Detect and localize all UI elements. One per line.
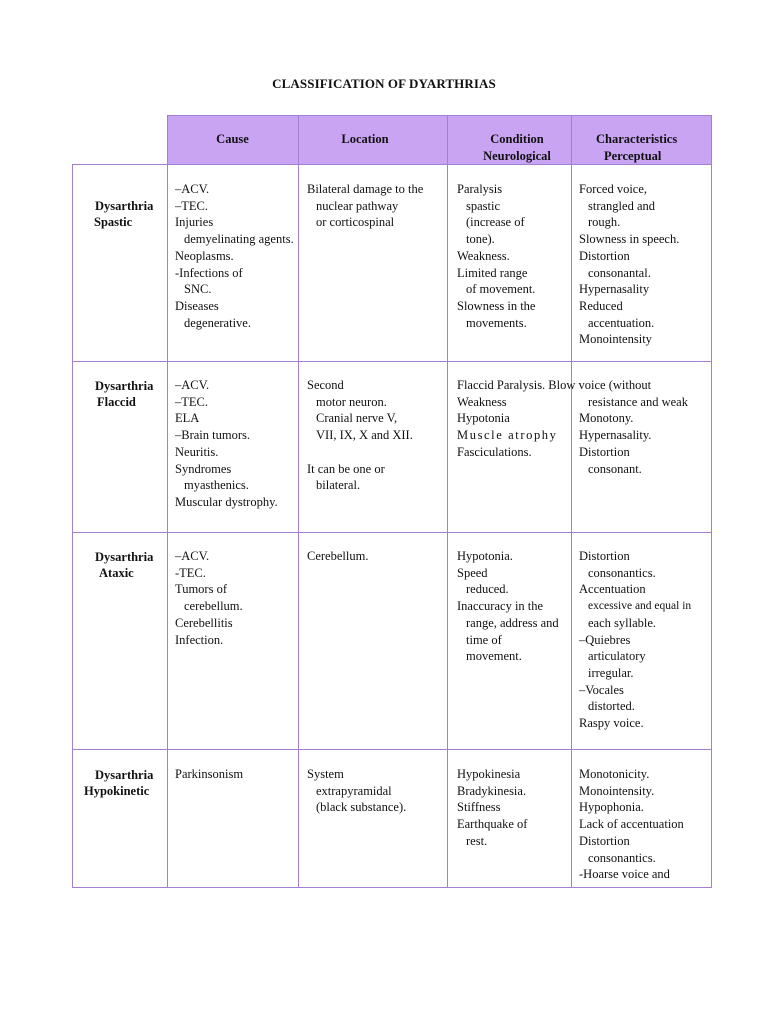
cell-line: degenerative. <box>184 315 251 330</box>
cell-line: Bilateral damage to the <box>307 182 424 196</box>
cell-line: Raspy voice. <box>579 716 644 731</box>
header-cause: Cause <box>216 132 249 146</box>
cell-line: Injuries <box>175 215 214 230</box>
cell-line: ELA <box>175 411 200 426</box>
cell-line: Speed <box>457 565 488 580</box>
cell-line: distorted. <box>588 699 635 714</box>
cell-line: SNC. <box>184 282 212 297</box>
cell-line: Distortion <box>579 833 630 848</box>
cell-line: -Hoarse voice and <box>579 867 670 882</box>
cell-line: Inaccuracy in the <box>457 599 544 614</box>
cell-line: Weakness <box>457 394 507 409</box>
cell-line: Monotony. <box>579 411 634 426</box>
cell-line: Forced voice, <box>579 182 648 196</box>
cell-line: Hypokinesia <box>457 767 521 781</box>
cell-line: –TEC. <box>175 198 208 213</box>
row-label: Dysarthria <box>95 550 154 564</box>
row-label: Dysarthria <box>95 379 154 393</box>
cell-cause <box>175 548 243 648</box>
cell-line: Monointensity <box>579 332 652 347</box>
cell-line: Monotonicity. <box>579 767 650 781</box>
cell-line: or corticospinal <box>316 215 395 230</box>
cell-line: bilateral. <box>316 478 361 493</box>
cell-line: irregular. <box>588 665 634 680</box>
header-characteristics <box>596 131 696 165</box>
row-label: Hypokinetic <box>84 784 150 798</box>
cell-condition <box>457 181 535 331</box>
cell-line: –ACV. <box>175 549 210 563</box>
cell-line: Parkinsonism <box>175 767 244 781</box>
cell-line: Cranial nerve V, <box>316 411 398 426</box>
cell-cause <box>175 377 278 511</box>
cell-line: Cerebellum. <box>307 549 369 563</box>
cell-line: consonantics. <box>588 850 656 865</box>
cell-line: time of <box>466 632 502 647</box>
cell-line: -TEC. <box>175 565 206 580</box>
cell-line: rough. <box>588 215 621 230</box>
cell-line: nuclear pathway <box>316 198 399 213</box>
cell-line: Hypophonia. <box>579 800 644 815</box>
cell-line: articulatory <box>588 649 646 664</box>
cell-line: Distortion <box>579 248 630 263</box>
cell-line: extrapyramidal <box>316 783 392 798</box>
cell-line: Flaccid Paralysis. Blow voice (without <box>457 378 652 392</box>
cell-line: Cerebellitis <box>175 615 233 630</box>
cell-line: Neoplasms. <box>175 248 234 263</box>
cell-line: –ACV. <box>175 182 210 196</box>
cell-characteristics <box>579 377 688 477</box>
cell-line: Distortion <box>579 549 630 563</box>
cell-line: Reduced <box>579 298 623 313</box>
cell-line: tone). <box>466 232 495 247</box>
cell-line: It can be one or <box>307 461 385 476</box>
header-location: Location <box>341 132 389 146</box>
cell-line: Accentuation <box>579 582 646 597</box>
cell-line: Diseases <box>175 298 219 313</box>
cell-line: of movement. <box>466 282 536 297</box>
cell-line: Second <box>307 378 344 392</box>
cell-line: Stiffness <box>457 800 501 815</box>
cell-line: strangled and <box>588 198 655 213</box>
cell-line: motor neuron. <box>316 394 387 409</box>
cell-line: excessive and equal in <box>588 600 692 613</box>
cell-line: Limited range <box>457 265 528 280</box>
cell-line: Hypotonia. <box>457 549 513 563</box>
cell-line: Syndromes <box>175 461 232 476</box>
cell-line: consonant. <box>588 461 642 476</box>
cell-line: Weakness. <box>457 248 510 263</box>
cell-line: Slowness in the <box>457 298 536 313</box>
cell-line: Monointensity. <box>579 783 655 798</box>
cell-line: –Quiebres <box>579 632 631 647</box>
cell-line: Bradykinesia. <box>457 783 527 798</box>
cell-line: movement. <box>466 649 522 664</box>
header-characteristics-line2: Perceptual <box>604 149 662 163</box>
cell-condition <box>457 548 559 665</box>
cell-line: -Infections of <box>175 265 243 280</box>
row-label: Dysarthria <box>95 768 154 782</box>
cell-line: consonantics. <box>588 565 656 580</box>
cell-line <box>307 444 413 461</box>
cell-line: VII, IX, X and XII. <box>316 428 413 443</box>
cell-location <box>307 548 368 565</box>
cell-line: (black substance). <box>316 800 407 815</box>
row-label: Dysarthria <box>95 199 154 213</box>
cell-line: System <box>307 767 344 781</box>
cell-line: range, address and <box>466 615 559 630</box>
cell-line: –ACV. <box>175 378 210 392</box>
cell-line: Earthquake of <box>457 817 528 832</box>
header-condition-line1: Condition <box>490 132 544 146</box>
cell-line: (increase of <box>466 215 525 230</box>
cell-cause <box>175 766 243 783</box>
header-condition <box>462 131 572 165</box>
cell-line: –Brain tumors. <box>175 428 250 443</box>
row-label: Ataxic <box>99 566 134 580</box>
cell-line: demyelinating agents. <box>184 232 294 247</box>
cell-line: Hypernasality. <box>579 428 652 443</box>
cell-line: Slowness in speech. <box>579 232 680 247</box>
cell-line: Hypernasality <box>579 282 650 297</box>
cell-line: Paralysis <box>457 182 503 196</box>
cell-line: Tumors of <box>175 582 227 597</box>
cell-line: reduced. <box>466 582 509 597</box>
header-condition-line2: Neurological <box>483 149 551 163</box>
cell-line: Muscle atrophy <box>457 428 558 443</box>
cell-characteristics <box>579 181 679 348</box>
header-characteristics-line1: Characteristics <box>596 132 678 146</box>
row-label: Flaccid <box>97 395 136 409</box>
document-title: CLASSIFICATION OF DYARTHRIAS <box>272 76 496 91</box>
cell-line: Infection. <box>175 632 224 647</box>
cell-location <box>307 766 406 816</box>
cell-line: resistance and weak <box>588 394 688 409</box>
cell-line: Hypotonia <box>457 411 510 426</box>
row-label: Spastic <box>94 215 133 229</box>
cell-location <box>307 377 413 494</box>
cell-line: myasthenics. <box>184 478 249 493</box>
cell-line: Muscular dystrophy. <box>175 494 278 509</box>
cell-characteristics <box>579 548 691 732</box>
cell-line: Neuritis. <box>175 444 219 459</box>
cell-line: movements. <box>466 315 527 330</box>
cell-line: Lack of accentuation <box>579 817 684 832</box>
cell-line: rest. <box>466 833 488 848</box>
cell-line: consonantal. <box>588 265 651 280</box>
cell-location <box>307 181 423 231</box>
cell-line: Distortion <box>579 444 630 459</box>
cell-line: Fasciculations. <box>457 444 532 459</box>
cell-line: accentuation. <box>588 315 655 330</box>
cell-line <box>579 377 688 394</box>
cell-line: cerebellum. <box>184 599 243 614</box>
cell-line: each syllable. <box>588 615 657 630</box>
cell-condition <box>457 766 527 850</box>
cell-line: –TEC. <box>175 394 208 409</box>
cell-line: –Vocales <box>579 682 624 697</box>
cell-line: spastic <box>466 198 501 213</box>
cell-cause <box>175 181 294 331</box>
cell-characteristics <box>579 766 684 883</box>
